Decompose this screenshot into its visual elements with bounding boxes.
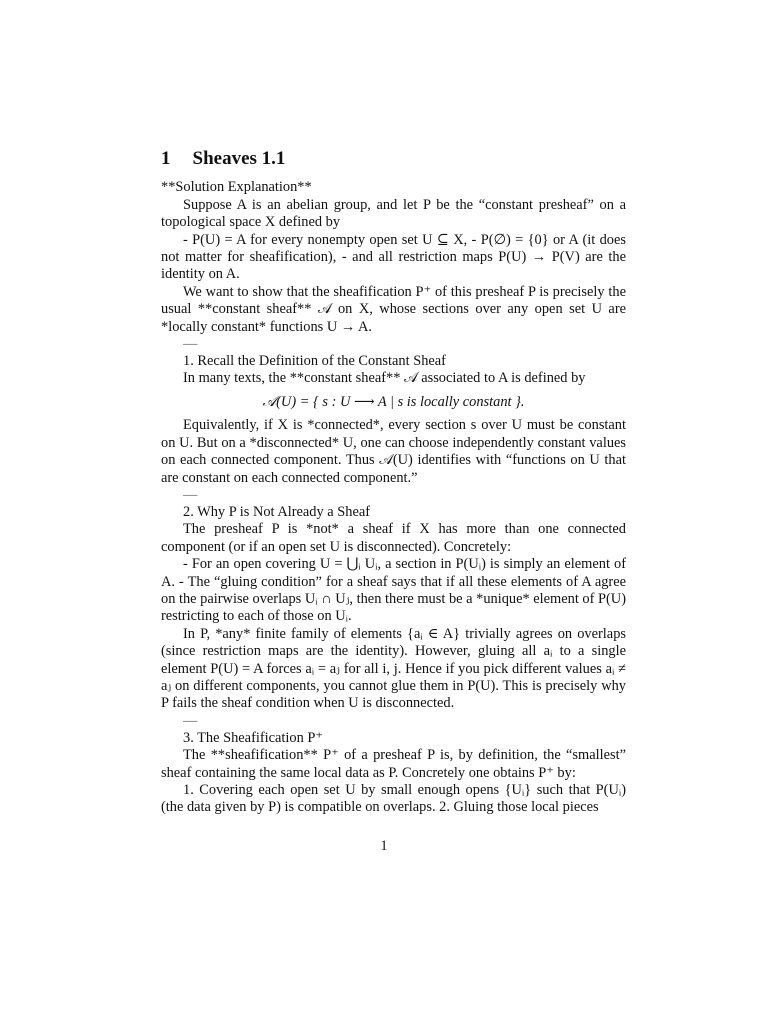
paragraph-gluing: - For an open covering U = ⋃ᵢ Uᵢ, a section in P(Uᵢ) is simply an element of A. - The “gluing condition” for a sheaf says that if all these elements of A agree on the pairwise overlaps Uᵢ ∩ Uⱼ, then there must be a *unique* element of P(U) restricting to each of those on Uᵢ. — [161, 556, 626, 625]
section-heading — [161, 150, 626, 167]
subsection-heading-1: 1. Recall the Definition of the Constant Sheaf — [183, 353, 446, 370]
paragraph-sheafification: The **sheafification** P⁺ of a presheaf P is, by definition, the “smallest” sheaf containing the same local data as P. Concretely one obtains P⁺ by: — [161, 747, 626, 781]
paragraph-constant-sheaf: In many texts, the **constant sheaf** 𝒜 associated to A is defined by — [183, 370, 586, 387]
paragraph-definition-list: - P(U) = A for every nonempty open set U ⊆ X, - P(∅) = {0} or A (it does not matter for sheafification), - and all restriction maps P(U) → P(V) are the identity on A. — [161, 231, 626, 283]
paragraph-not-sheaf: The presheaf P is *not* a sheaf if X has more than one connected component (or if an open set U is disconnected). Concretely: — [161, 521, 626, 555]
paragraph-intro: Suppose A is an abelian group, and let P be the “constant presheaf” on a topological space X defined by — [161, 196, 626, 231]
page-body — [161, 150, 626, 817]
paragraph-goal: We want to show that the sheafification P⁺ of this presheaf P is precisely the usual **constant sheaf** 𝒜 on X, whose sections over any open set U are *locally constant* functions U → A. — [161, 283, 626, 335]
separator: — — [183, 336, 198, 353]
display-equation: 𝒜(U) = { s : U ⟶ A | s is locally constant }. — [262, 393, 525, 410]
subsection-heading-2: 2. Why P is Not Already a Sheaf — [183, 503, 371, 520]
page-number: 1 — [380, 838, 388, 854]
paragraph-in-p: In P, *any* finite family of elements {aᵢ ∈ A} trivially agrees on overlaps (since restriction maps are the identity). However, gluing all aᵢ to a single element P(U) = A forces aᵢ = aⱼ for all i, j. Hence if you pick different values aᵢ ≠ aⱼ on different components, you cannot glue them in P(U). This is precisely why P fails the sheaf condition when U is disconnected. — [161, 625, 626, 712]
paragraph-equivalently: Equivalently, if X is *connected*, every section s over U must be constant on U. But on a *disconnected* U, one can choose independently constant values on each connected component. Thus 𝒜(U) identifies with “functions on U that are constant on each connected component.” — [161, 417, 626, 486]
separator: — — [183, 486, 198, 503]
separator: — — [183, 712, 198, 729]
subsection-heading-3: 3. The Sheafification P⁺ — [183, 729, 324, 746]
section-number: 1 — [161, 148, 171, 169]
section-title: Sheaves 1.1 — [192, 148, 286, 169]
paragraph-steps: 1. Covering each open set U by small enough opens {Uᵢ} such that P(Uᵢ) (the data given by P) is compatible on overlaps. 2. Gluing those local pieces — [161, 782, 626, 816]
paragraph-solution-label: **Solution Explanation** — [161, 179, 312, 196]
